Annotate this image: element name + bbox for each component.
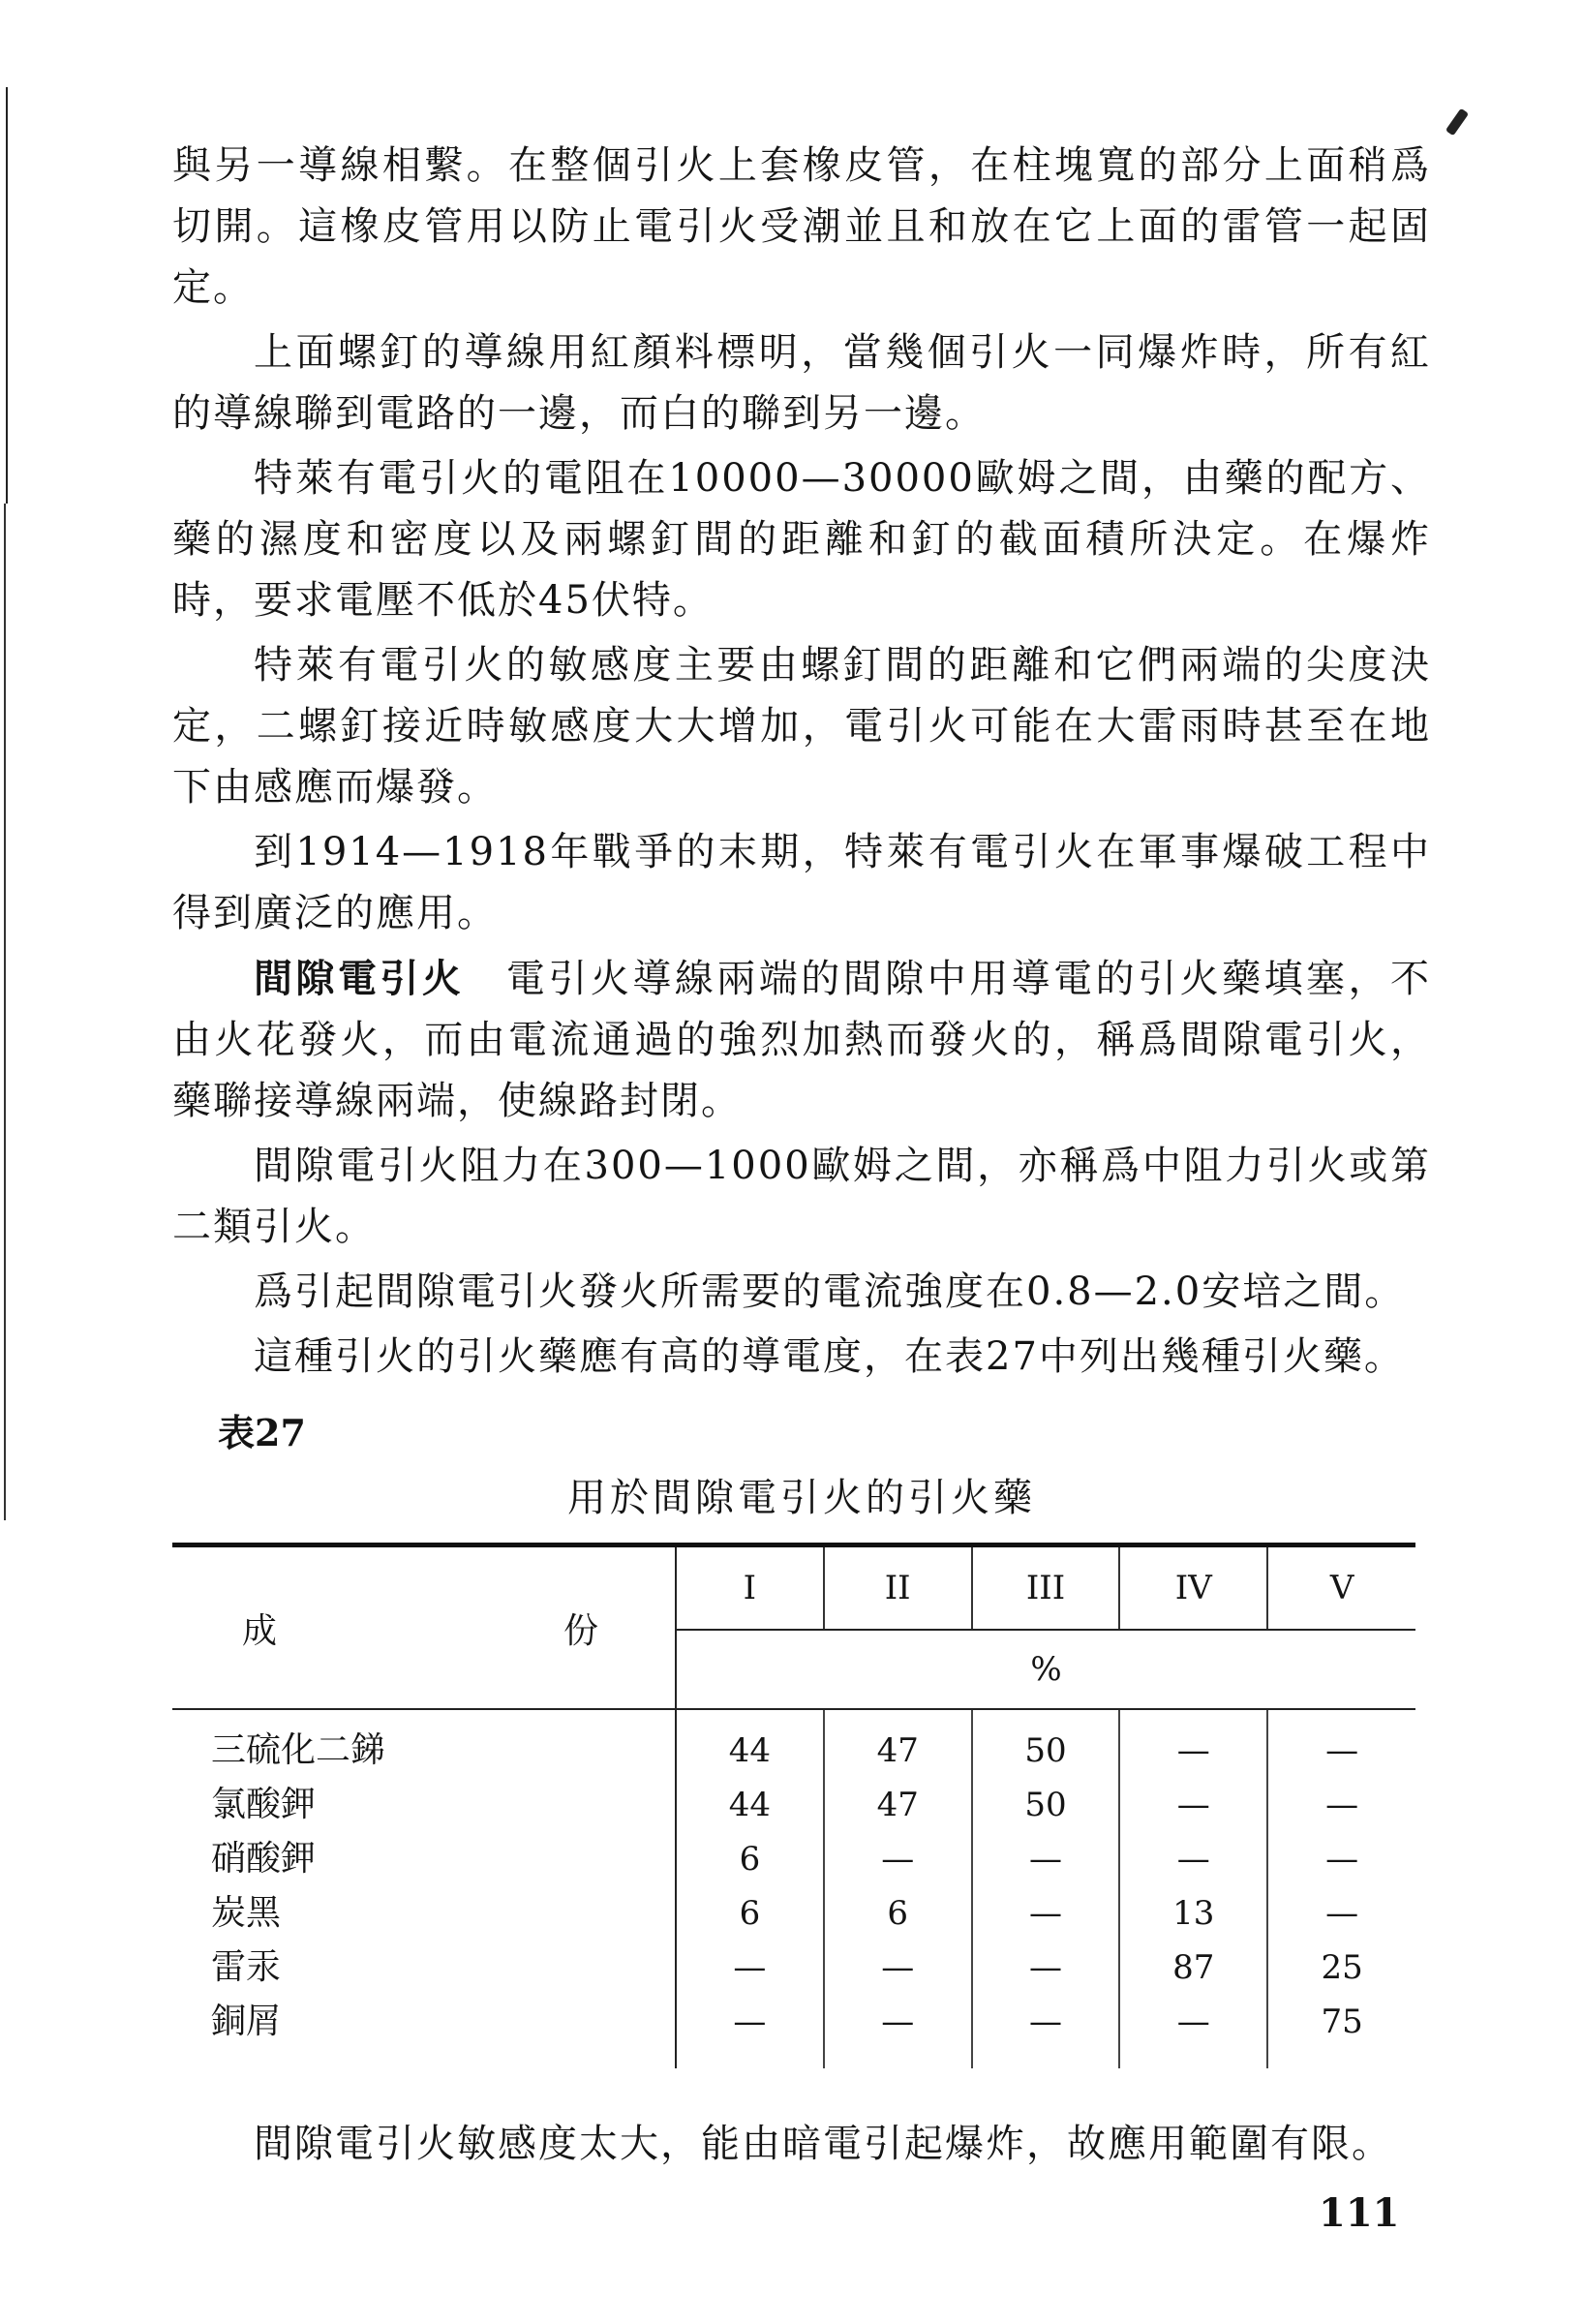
component-name: 氯酸鉀 — [172, 1778, 676, 1832]
paragraph-text: 到1914—1918年戰爭的末期，特萊有電引火在軍事爆破工程中得到廣泛的應用。 — [172, 830, 1431, 935]
page-number: 111 — [1319, 2190, 1400, 2236]
percentage-cell: — — [1325, 1786, 1359, 1824]
paragraph-text: 電引火導線兩端的間隙中用導電的引火藥填塞，不由火花發火，而由電流通過的強烈加熱而發火的，稱爲間隙電引火，藥聯接導線兩端，使線路封閉。 — [172, 957, 1432, 1123]
percentage-cell: — — [972, 1886, 1120, 1941]
body-text — [172, 136, 1431, 1388]
percentage-cell: 6 — [824, 1886, 972, 1941]
percentage-cell: — — [1325, 1894, 1359, 1933]
percentage-cell: — — [824, 1995, 972, 2068]
unit-label: % — [676, 1630, 1415, 1709]
paragraph-text: 特萊有電引火的敏感度主要由螺釘間的距離和它們兩端的尖度決定，二螺釘接近時敏感度大大增加，電引火可能在大雷雨時甚至在地下由感應而爆發。 — [172, 643, 1431, 810]
ink-mark — [1445, 108, 1469, 137]
percentage-cell: — — [676, 1941, 824, 1995]
page-content — [172, 0, 1431, 2241]
percentage-cell: — — [1119, 1709, 1267, 1778]
table-title-text: 用於間隙電引火的引火藥 — [567, 1476, 1036, 1520]
percentage-cell: 87 — [1119, 1941, 1267, 1995]
header-char: 成 — [242, 1610, 278, 1651]
paragraph — [172, 822, 1431, 944]
paragraph — [172, 1327, 1431, 1388]
percentage-cell: — — [1325, 1840, 1359, 1879]
paragraph-text: 間隙電引火阻力在300—1000歐姆之間，亦稱爲中阻力引火或第二類引火。 — [172, 1144, 1431, 1249]
table-row — [172, 1778, 1415, 1832]
paragraph — [172, 1136, 1431, 1258]
component-name: 炭黑 — [172, 1886, 676, 1941]
paragraph-text: 上面螺釘的導線用紅顏料標明，當幾個引火一同爆炸時，所有紅的導線聯到電路的一邊，而白的聯到另一邊。 — [172, 330, 1431, 436]
column-header-3: III — [972, 1545, 1120, 1631]
table-row — [172, 1832, 1415, 1886]
paragraph-text: 與另一導線相繫。在整個引火上套橡皮管，在柱塊寬的部分上面稍爲切開。這橡皮管用以防止電引火受潮並且和放在它上面的雷管一起固定。 — [172, 143, 1431, 310]
header-char: 份 — [563, 1610, 599, 1651]
paragraph-text: 爲引起間隙電引火發火所需要的電流強度在0.8—2.0安培之間。 — [254, 1269, 1406, 1314]
column-header-1: I — [676, 1545, 824, 1631]
paragraph — [172, 948, 1431, 1132]
percentage-cell: 6 — [676, 1832, 824, 1886]
percentage-cell: 25 — [1321, 1948, 1363, 1987]
percentage-cell: — — [1119, 1778, 1267, 1832]
component-column-header — [172, 1545, 676, 1710]
paragraph — [172, 448, 1431, 631]
paragraph — [172, 635, 1431, 818]
component-name: 三硫化二銻 — [172, 1709, 676, 1778]
composition-table — [172, 1543, 1415, 2068]
table-row — [172, 1995, 1415, 2068]
percentage-cell: — — [972, 1941, 1120, 1995]
page-binding-edge-lower — [4, 504, 6, 1520]
percentage-cell: 13 — [1119, 1886, 1267, 1941]
table-header-row — [172, 1545, 1415, 1631]
table-body — [172, 1709, 1415, 2068]
table-row — [172, 1886, 1415, 1941]
section-term: 間隙電引火 — [254, 956, 465, 1001]
percentage-cell: 47 — [824, 1709, 972, 1778]
paragraph — [172, 1262, 1431, 1323]
paragraph — [172, 136, 1431, 319]
column-header-5: V — [1267, 1545, 1415, 1631]
percentage-cell: — — [676, 1995, 824, 2068]
percentage-cell: 44 — [676, 1709, 824, 1778]
table-row — [172, 1709, 1415, 1778]
percentage-cell: — — [824, 1941, 972, 1995]
column-header-2: II — [824, 1545, 972, 1631]
paragraph-text: 這種引火的引火藥應有高的導電度，在表27中列出幾種引火藥。 — [254, 1334, 1405, 1379]
table-number: 表27 — [218, 1411, 306, 1454]
percentage-cell: 50 — [972, 1709, 1120, 1778]
percentage-cell: 47 — [824, 1778, 972, 1832]
table-row — [172, 1941, 1415, 1995]
paragraph — [172, 322, 1431, 444]
percentage-cell: 6 — [676, 1886, 824, 1941]
percentage-cell: — — [1119, 1832, 1267, 1886]
percentage-cell: — — [1119, 1995, 1267, 2068]
component-name: 雷汞 — [172, 1941, 676, 1995]
percentage-cell: — — [972, 1995, 1120, 2068]
percentage-cell: — — [1325, 1731, 1359, 1770]
table-title — [172, 1469, 1431, 1527]
component-name: 銅屑 — [172, 1995, 676, 2068]
percentage-cell: 75 — [1321, 2003, 1363, 2041]
page-binding-edge — [6, 87, 8, 504]
percentage-cell: — — [824, 1832, 972, 1886]
percentage-cell: — — [972, 1832, 1120, 1886]
column-header-4: IV — [1119, 1545, 1267, 1631]
percentage-cell: 50 — [972, 1778, 1120, 1832]
component-name: 硝酸鉀 — [172, 1832, 676, 1886]
paragraph-text: 特萊有電引火的電阻在10000—30000歐姆之間，由藥的配方、藥的濕度和密度以及兩螺釘間的距離和釘的截面積所決定。在爆炸時，要求電壓不低於45伏特。 — [172, 456, 1431, 623]
percentage-cell: 44 — [676, 1778, 824, 1832]
closing-sentence: 間隙電引火敏感度太大，能由暗電引起爆炸，故應用範圍有限。 — [254, 2122, 1392, 2166]
